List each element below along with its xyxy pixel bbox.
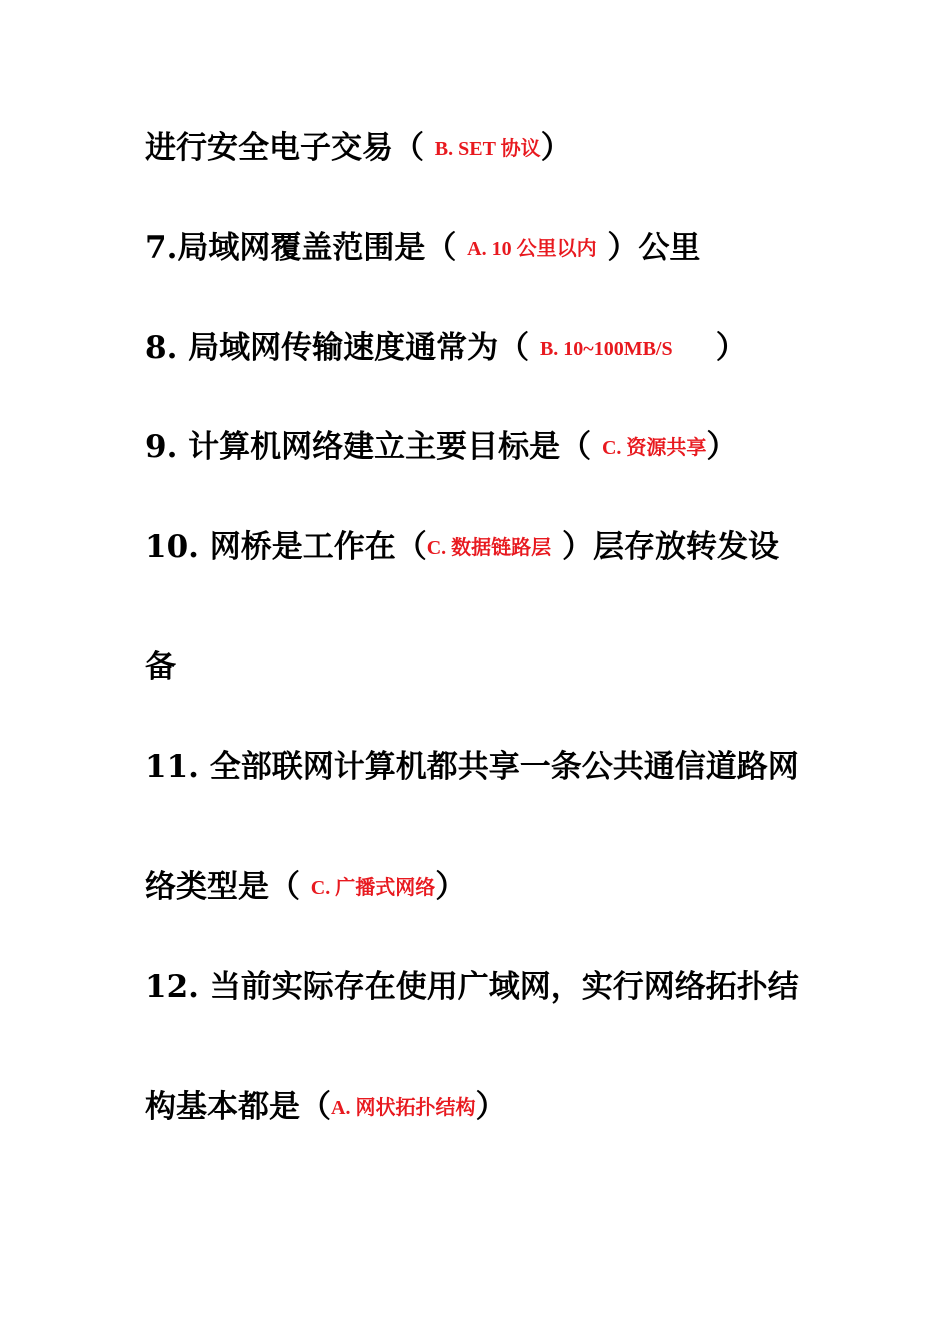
question-line <box>145 529 850 565</box>
answer-text: B. 10~100MB/S <box>539 338 673 360</box>
question-line <box>145 969 850 1005</box>
question-text-end: ）层存放转发设 <box>551 529 779 565</box>
question-text: 7.局域网覆盖范围是（ <box>145 230 468 266</box>
question-text: 构基本都是（ <box>145 1089 331 1125</box>
question-line <box>145 749 850 785</box>
question-line <box>145 330 850 366</box>
question-text: 络类型是（ <box>145 869 311 905</box>
question-text: 备 <box>145 649 176 685</box>
answer-text: A. 10 公里以内 <box>467 238 597 260</box>
question-text-end: ） <box>706 429 738 465</box>
question-line <box>145 230 850 266</box>
question-text-end: ） <box>475 1089 507 1125</box>
answer-text: B. SET 协议 <box>434 138 541 160</box>
question-text: 10. 网桥是工作在（ <box>145 529 427 565</box>
answer-text: C. 广播式网络 <box>310 877 436 899</box>
question-text-end: ）公里 <box>596 230 701 266</box>
answer-text: C. 资源共享 <box>601 437 707 459</box>
question-text-end: ） <box>672 330 747 366</box>
answer-text: C. 数据链路层 <box>426 537 552 559</box>
question-text: 11. 全部联网计算机都共享一条公共通信道路网 <box>145 749 799 785</box>
question-line <box>145 429 850 465</box>
question-text: 进行安全电子交易（ <box>145 130 435 166</box>
question-text-end: ） <box>435 869 467 905</box>
question-line-continuation <box>145 869 850 905</box>
question-text: 8. 局域网传输速度通常为（ <box>145 330 540 366</box>
question-line-continuation <box>145 649 850 685</box>
question-text: 9. 计算机网络建立主要目标是（ <box>145 429 602 465</box>
question-line <box>145 130 850 166</box>
answer-text: A. 网状拓扑结构 <box>331 1097 476 1119</box>
question-text: 12. 当前实际存在使用广域网，实行网络拓扑结 <box>145 969 799 1005</box>
question-text-end: ） <box>540 130 572 166</box>
question-line-continuation <box>145 1089 850 1125</box>
